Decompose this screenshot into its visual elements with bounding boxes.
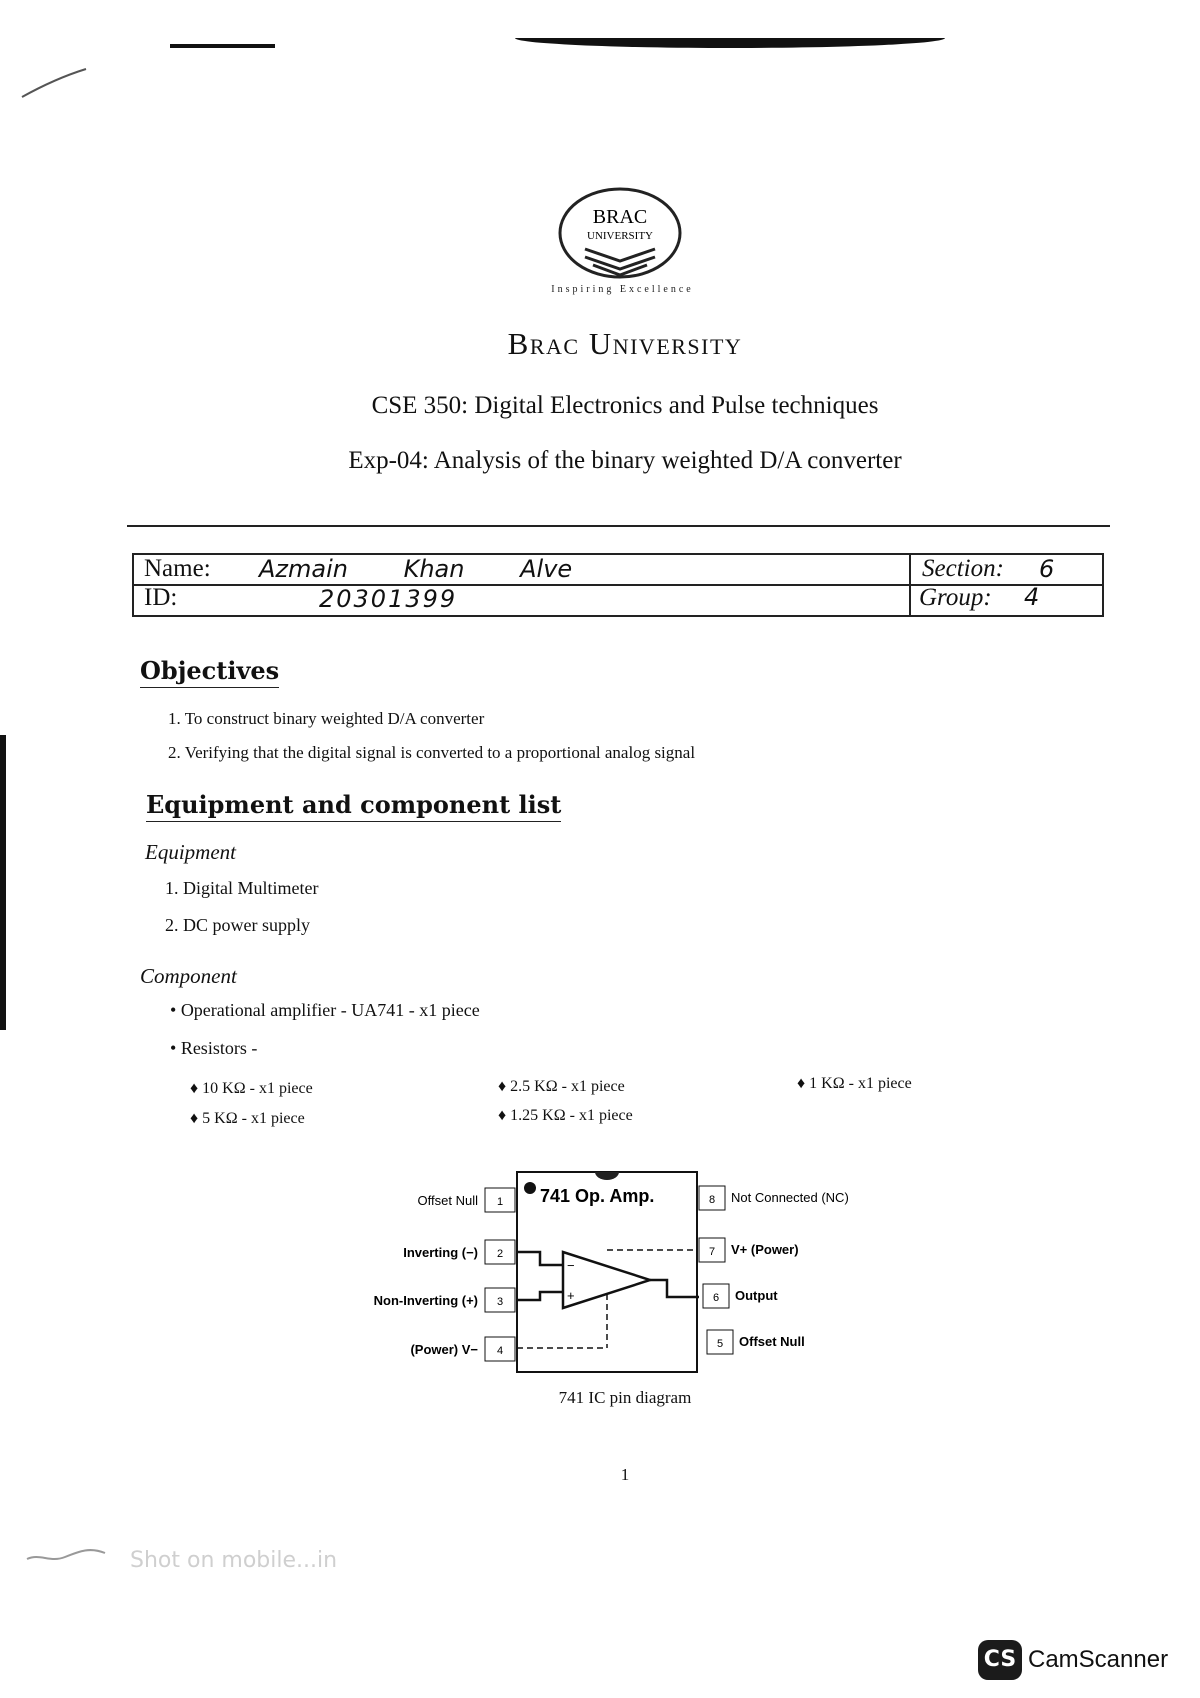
name-label: Name: — [144, 555, 211, 582]
objectives-list — [168, 710, 1068, 770]
student-info-table — [132, 553, 1104, 617]
scan-artifact-bar — [515, 38, 945, 48]
pin-8-number: 8 — [708, 1194, 716, 1206]
pin-4-number: 4 — [496, 1345, 504, 1357]
pen-scratch-mark — [20, 65, 90, 105]
scan-edge-mark — [0, 735, 6, 1030]
objectives-heading: Objectives — [140, 656, 279, 688]
faint-watermark-text: Shot on mobile...in — [130, 1548, 338, 1573]
pin-1-label: Offset Null — [417, 1193, 478, 1208]
logo-text-brac: BRAC — [592, 206, 648, 228]
pin-6-label: Output — [735, 1288, 778, 1303]
pin-3-number: 3 — [496, 1296, 504, 1308]
pin-2-label: Inverting (−) — [403, 1245, 478, 1260]
logo-tagline: Inspiring Excellence — [551, 284, 694, 295]
university-logo — [555, 185, 685, 295]
pin-7-number: 7 — [708, 1246, 716, 1258]
logo-text-university: UNIVERSITY — [587, 230, 653, 242]
group-label: Group: — [919, 584, 992, 611]
pin-5-number: 5 — [716, 1338, 724, 1350]
diagram-caption: 741 IC pin diagram — [558, 1388, 692, 1407]
list-item: 1. Digital Multimeter — [165, 878, 319, 898]
plus-terminal: + — [567, 1288, 575, 1303]
pin-2-number: 2 — [496, 1248, 504, 1260]
experiment-title: Exp-04: Analysis of the binary weighted D/A converter — [348, 447, 902, 474]
resistor-item: ♦ 5 KΩ - x1 piece — [190, 1110, 305, 1127]
section-label: Section: — [922, 555, 1004, 582]
page-number: 1 — [620, 1465, 630, 1484]
camscanner-logo-icon: CS — [978, 1640, 1022, 1680]
pin-4-label: (Power) V− — [410, 1342, 478, 1357]
list-item: • Operational amplifier - UA741 - x1 piece — [170, 1000, 480, 1020]
scan-artifact-line — [170, 44, 275, 48]
list-item: 1. To construct binary weighted D/A converter — [168, 709, 485, 728]
id-label: ID: — [144, 584, 178, 611]
op-amp-pin-diagram — [345, 1160, 905, 1390]
pin-5-label: Offset Null — [739, 1334, 805, 1349]
component-subtitle: Component — [140, 964, 237, 988]
group-value: 4 — [1024, 583, 1040, 611]
list-item: 2. Verifying that the digital signal is converted to a proportional analog signal — [168, 743, 696, 762]
pin-3-label: Non-Inverting (+) — [373, 1293, 478, 1308]
pin-7-label: V+ (Power) — [731, 1242, 799, 1257]
resistor-item: ♦ 1.25 KΩ - x1 piece — [498, 1107, 633, 1124]
university-title: Brac University — [507, 326, 743, 361]
name-value: Azmain Khan Alve — [259, 555, 573, 583]
course-title: CSE 350: Digital Electronics and Pulse techniques — [371, 392, 879, 419]
list-item: 2. DC power supply — [165, 915, 310, 935]
section-value: 6 — [1039, 555, 1055, 583]
equipment-subtitle: Equipment — [145, 840, 236, 864]
pin-6-number: 6 — [712, 1292, 720, 1304]
id-value: 20301399 — [319, 585, 458, 613]
list-item: • Resistors - — [170, 1038, 258, 1058]
camscanner-watermark: CamScanner — [1028, 1646, 1169, 1673]
resistor-item: ♦ 2.5 KΩ - x1 piece — [498, 1078, 625, 1095]
faint-scribble — [25, 1545, 115, 1565]
minus-terminal: − — [567, 1258, 575, 1273]
chip-title: 741 Op. Amp. — [540, 1186, 655, 1206]
resistor-item: ♦ 1 KΩ - x1 piece — [797, 1075, 912, 1092]
pin-8-label: Not Connected (NC) — [731, 1190, 849, 1205]
equipment-heading: Equipment and component list — [146, 790, 561, 822]
horizontal-rule — [127, 525, 1110, 527]
resistor-item: ♦ 10 KΩ - x1 piece — [190, 1080, 313, 1097]
pin-1-number: 1 — [496, 1196, 504, 1208]
